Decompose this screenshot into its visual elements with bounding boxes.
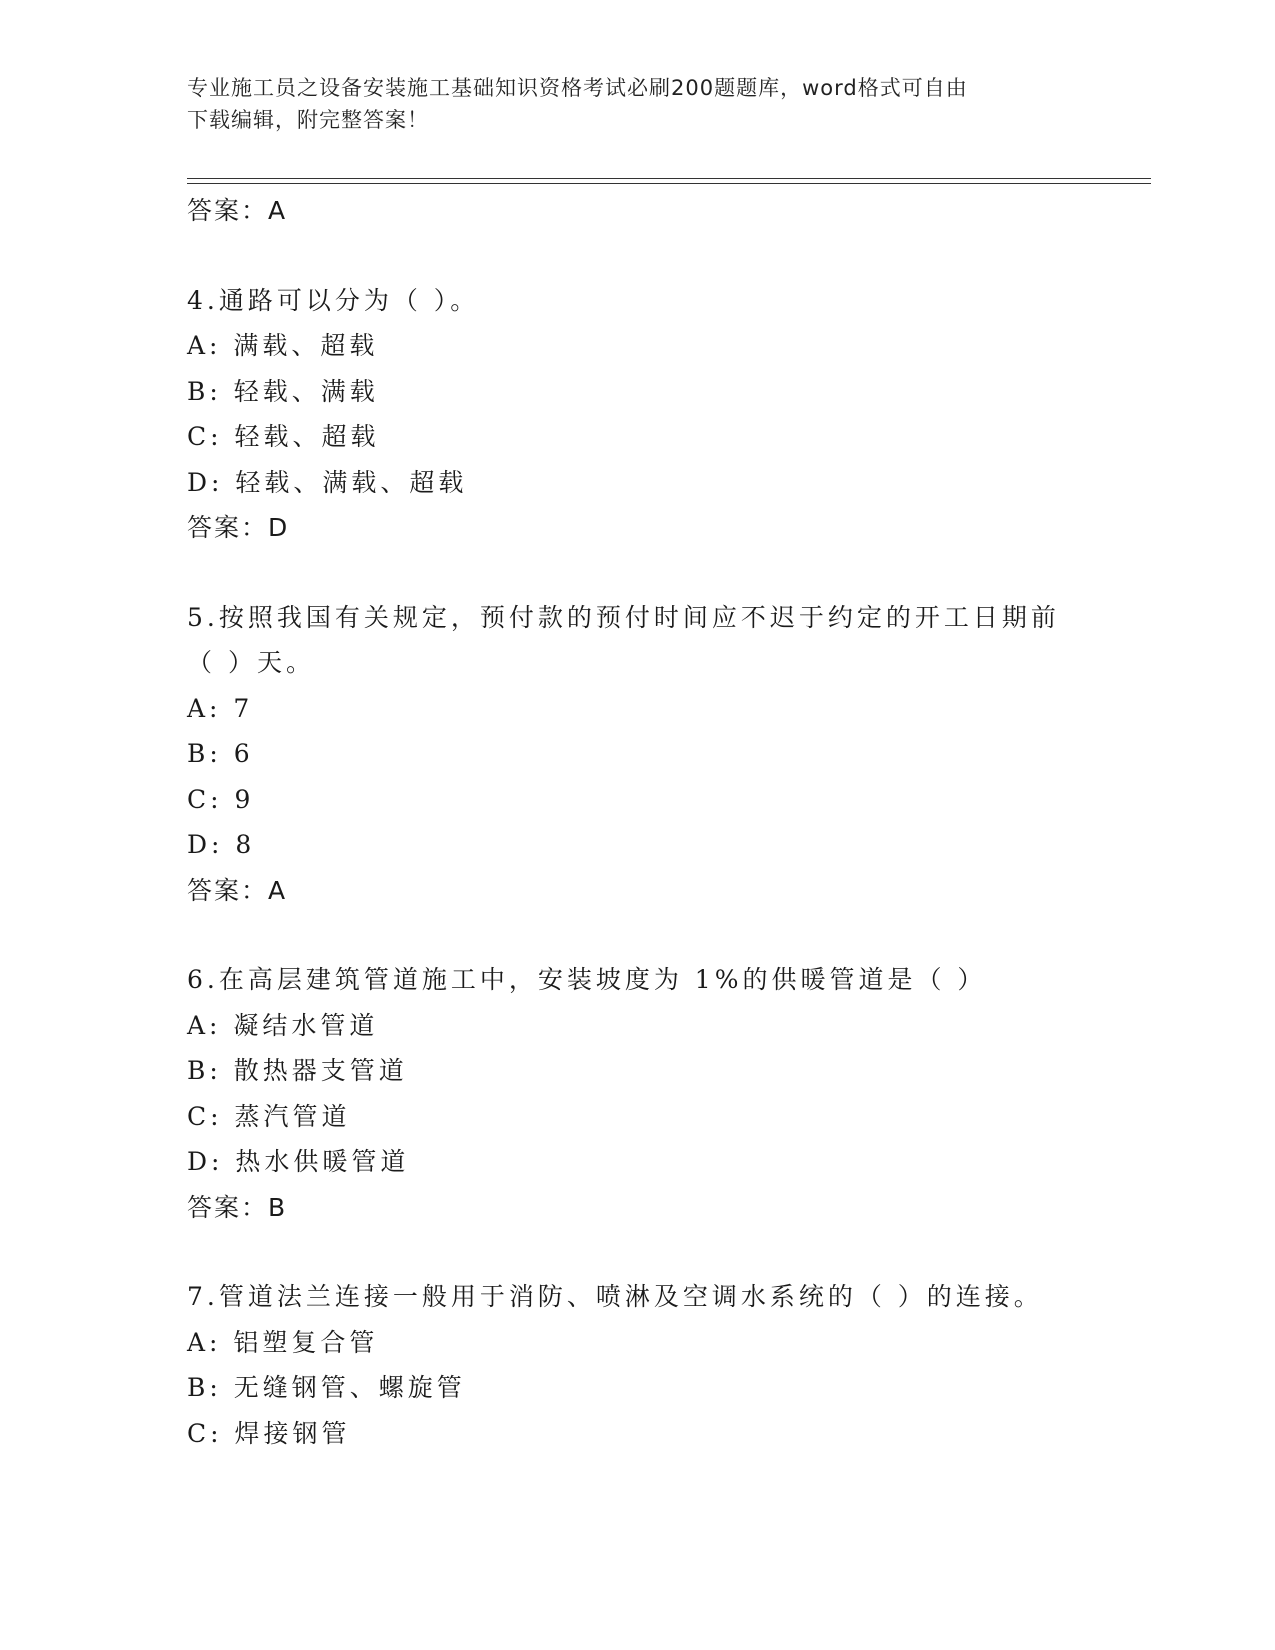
header-line-2: 下载编辑，附完整答案！ — [187, 108, 429, 132]
header-line-1: 专业施工员之设备安装施工基础知识资格考试必刷200题题库，word格式可自由 — [187, 76, 968, 100]
question-7 — [187, 1274, 1087, 1456]
answer-line: 答案：A — [187, 875, 288, 905]
option-b: B: 轻载、满载 — [187, 376, 379, 406]
question-stem: 6.在高层建筑管道施工中，安装坡度为 1%的供暖管道是（ ） — [187, 965, 987, 994]
option-d: D: 热水供暖管道 — [187, 1147, 410, 1176]
option-c: C: 9 — [187, 784, 255, 814]
question-stem: 4.通路可以分为（ ）。 — [187, 285, 480, 315]
question-6 — [187, 957, 1087, 1230]
answer-line: 答案：D — [187, 513, 290, 542]
option-a: A: 7 — [187, 693, 254, 723]
option-b: B: 6 — [187, 739, 254, 768]
option-b: B: 无缝钢管、螺旋管 — [187, 1373, 466, 1402]
option-c: C: 轻载、超载 — [187, 422, 380, 451]
option-d: D: 轻载、满载、超载 — [187, 467, 468, 497]
question-5 — [187, 595, 1087, 914]
header-rule-bottom — [187, 183, 1151, 184]
document-header — [187, 72, 1067, 136]
question-stem-line-2: （ ）天。 — [187, 648, 315, 677]
option-d: D: 8 — [187, 830, 256, 859]
answer-line: 答案：B — [187, 1192, 288, 1222]
option-a: A: 铝塑复合管 — [187, 1327, 379, 1357]
question-4 — [187, 278, 1087, 551]
question-stem-line-1: 5.按照我国有关规定，预付款的预付时间应不迟于约定的开工日期前 — [187, 602, 1060, 632]
question-stem: 7.管道法兰连接一般用于消防、喷淋及空调水系统的（ ）的连接。 — [187, 1282, 1043, 1311]
option-c: C: 蒸汽管道 — [187, 1101, 351, 1131]
header-rule-top — [187, 178, 1151, 179]
question-list — [187, 188, 1087, 1456]
option-a: A: 满载、超载 — [187, 331, 379, 360]
answer-line: 答案：A — [187, 196, 288, 225]
option-b: B: 散热器支管道 — [187, 1056, 408, 1085]
option-a: A: 凝结水管道 — [187, 1010, 379, 1040]
option-c: C: 焊接钢管 — [187, 1418, 351, 1448]
